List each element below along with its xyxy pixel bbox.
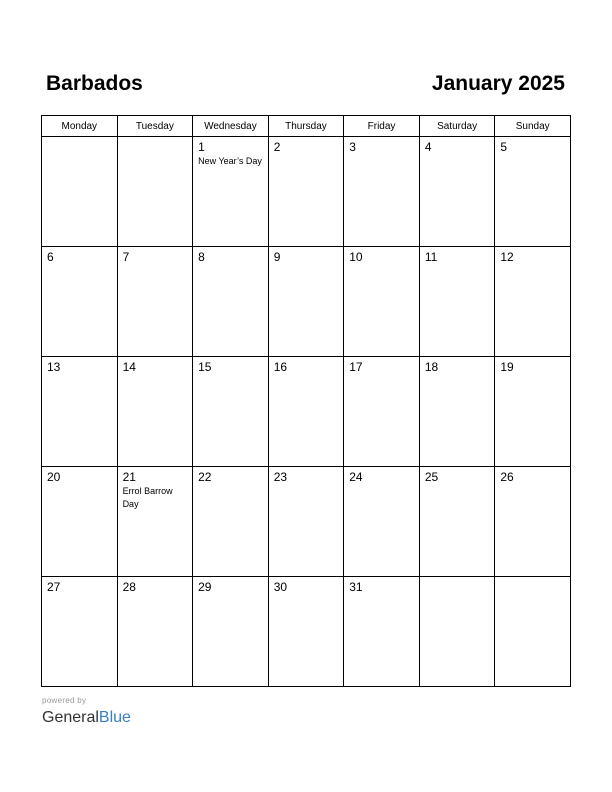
weekday-header-row — [42, 116, 571, 137]
day-number: 29 — [198, 580, 212, 594]
day-number: 18 — [424, 360, 439, 374]
weekday-header-wednesday: Wednesday — [193, 116, 269, 137]
day-cell — [193, 137, 269, 247]
weekday-header-saturday: Saturday — [419, 116, 495, 137]
brand-general-text: General — [42, 709, 99, 726]
day-number: 21 — [122, 470, 136, 484]
day-cell — [117, 137, 193, 247]
day-cell — [344, 577, 420, 687]
day-number: 8 — [198, 250, 205, 264]
day-cell — [268, 357, 344, 467]
brand-blue-text: Blue — [98, 709, 131, 726]
day-number: 25 — [424, 470, 439, 484]
day-number: 15 — [198, 360, 212, 374]
day-cell — [117, 357, 193, 467]
weekday-header-friday: Friday — [344, 116, 420, 137]
day-cell — [42, 577, 118, 687]
footer-branding — [42, 696, 131, 728]
day-number: 19 — [500, 360, 514, 374]
day-cell — [495, 467, 571, 577]
generalblue-logo[interactable] — [42, 708, 131, 728]
day-cell — [193, 577, 269, 687]
day-number: 30 — [273, 580, 288, 594]
day-number: 4 — [424, 140, 432, 154]
day-number: 5 — [500, 140, 508, 154]
holiday-label: New Year’s Day — [198, 156, 262, 166]
day-cell — [42, 137, 118, 247]
weekday-header-sunday: Sunday — [495, 116, 571, 137]
day-cell — [344, 357, 420, 467]
day-cell — [193, 467, 269, 577]
week-row — [42, 467, 571, 577]
day-cell — [268, 137, 344, 247]
day-cell — [344, 247, 420, 357]
day-cell — [419, 577, 495, 687]
day-cell — [268, 467, 344, 577]
day-cell — [344, 467, 420, 577]
week-row — [42, 577, 571, 687]
day-cell — [42, 467, 118, 577]
day-cell — [117, 247, 193, 357]
day-cell — [495, 247, 571, 357]
day-number: 9 — [273, 250, 281, 264]
weekday-header-thursday: Thursday — [268, 116, 344, 137]
day-cell — [419, 137, 495, 247]
day-number: 26 — [500, 470, 514, 484]
day-number: 16 — [273, 360, 288, 374]
day-cell — [419, 467, 495, 577]
day-cell — [268, 577, 344, 687]
day-number: 28 — [122, 580, 136, 594]
day-cell — [42, 247, 118, 357]
calendar-grid — [41, 115, 571, 687]
day-number: 24 — [349, 470, 363, 484]
weekday-header-monday: Monday — [42, 116, 118, 137]
country-title: Barbados — [46, 72, 143, 95]
day-cell — [495, 357, 571, 467]
day-cell — [193, 357, 269, 467]
day-number: 22 — [198, 470, 212, 484]
day-cell — [495, 577, 571, 687]
day-number: 10 — [349, 250, 363, 264]
week-row — [42, 357, 571, 467]
day-number: 12 — [500, 250, 514, 264]
day-number: 2 — [273, 140, 281, 154]
day-cell — [268, 247, 344, 357]
day-number: 3 — [349, 140, 356, 154]
day-number: 23 — [273, 470, 288, 484]
day-number: 31 — [349, 580, 363, 594]
day-number: 11 — [424, 250, 438, 264]
month-year-title: January 2025 — [431, 72, 565, 95]
day-number: 14 — [122, 360, 136, 374]
week-row — [42, 247, 571, 357]
day-cell — [495, 137, 571, 247]
day-cell — [419, 247, 495, 357]
day-cell — [419, 357, 495, 467]
day-cell — [117, 467, 193, 577]
day-number: 7 — [122, 250, 130, 264]
day-number: 20 — [47, 470, 61, 484]
day-number: 6 — [47, 250, 54, 264]
day-cell — [344, 137, 420, 247]
day-number: 17 — [349, 360, 363, 374]
day-number: 1 — [198, 140, 205, 154]
day-cell — [193, 247, 269, 357]
day-cell — [117, 577, 193, 687]
day-number: 27 — [47, 580, 61, 594]
day-number: 13 — [47, 360, 61, 374]
weekday-header-tuesday: Tuesday — [117, 116, 193, 137]
holiday-label: Errol Barrow Day — [122, 486, 173, 509]
powered-by-text: powered by — [42, 696, 87, 705]
day-cell — [42, 357, 118, 467]
week-row — [42, 137, 571, 247]
